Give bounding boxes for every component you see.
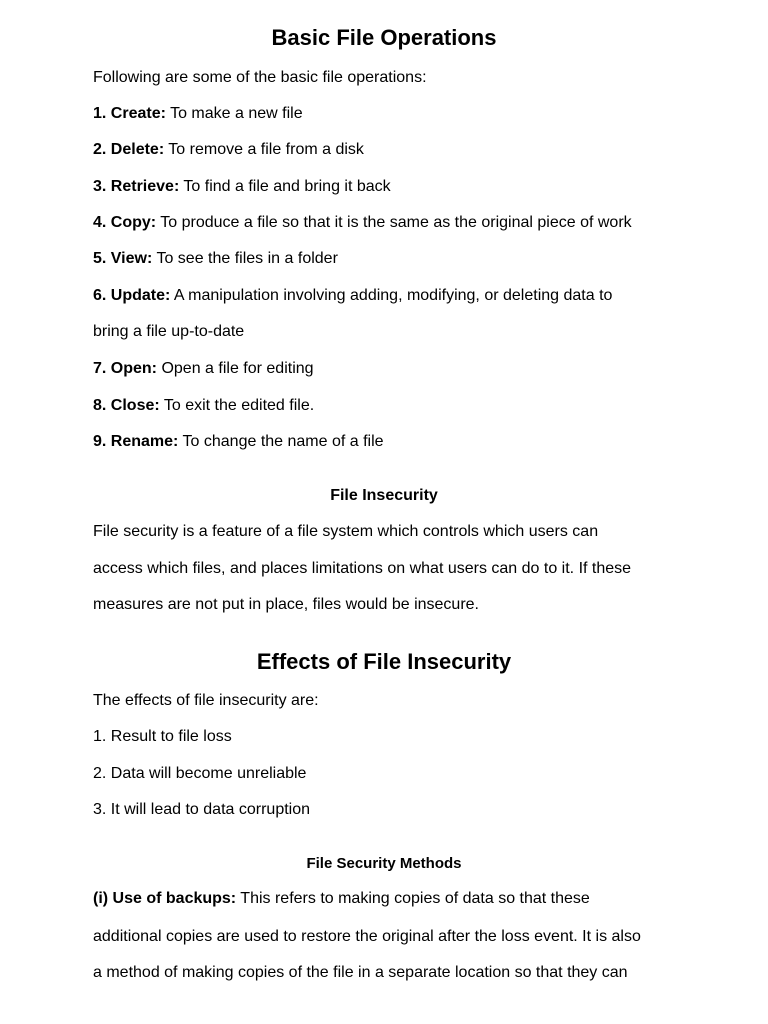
operation-term: 3. Retrieve: [93, 178, 180, 195]
heading-file-insecurity: File Insecurity [330, 487, 438, 504]
operations-intro: Following are some of the basic file operations: [93, 69, 427, 86]
operation-desc: To change the name of a file [178, 433, 384, 450]
effects-list-item: 2. Data will become unreliable [93, 765, 307, 782]
operation-term: 9. Rename: [93, 433, 179, 450]
operation-desc: To produce a file so that it is the same as the original piece of work [156, 214, 632, 231]
heading-effects-of-file-insecurity: Effects of File Insecurity [256, 649, 512, 674]
operation-item-view [93, 249, 683, 269]
operation-item-update [93, 286, 683, 306]
insecurity-paragraph-line: measures are not put in place, files would be insecure. [93, 596, 479, 613]
operation-term: 7. Open: [93, 360, 158, 377]
operation-desc: To see the files in a folder [152, 250, 338, 267]
operation-term: 6. Update: [93, 287, 171, 304]
operation-term: 5. View: [93, 250, 153, 267]
method-desc: This refers to making copies of data so that these [236, 890, 590, 907]
effects-intro: The effects of file insecurity are: [93, 692, 319, 709]
heading-file-security-methods: File Security Methods [306, 855, 462, 872]
operation-desc: To make a new file [165, 105, 303, 122]
operation-term: 4. Copy: [93, 214, 157, 231]
insecurity-paragraph-line: File security is a feature of a file system which controls which users can [93, 523, 599, 540]
method-term: (i) Use of backups: [93, 890, 237, 907]
operation-desc: A manipulation involving adding, modifying, or deleting data to [170, 287, 613, 304]
operation-term: 1. Create: [93, 105, 166, 122]
operation-desc: To exit the edited file. [159, 397, 315, 414]
operation-item-update-continued: bring a file up-to-date [93, 323, 245, 340]
operation-item-copy [93, 213, 683, 233]
method-backups-line: a method of making copies of the file in a separate location so that they can [93, 964, 628, 981]
operation-desc: To remove a file from a disk [164, 141, 364, 158]
effects-list-item: 1. Result to file loss [93, 728, 232, 745]
operation-item-create [93, 104, 683, 124]
method-backups-line [93, 889, 683, 909]
operation-item-close [93, 396, 683, 416]
operation-item-delete [93, 140, 683, 160]
operation-term: 8. Close: [93, 397, 160, 414]
insecurity-paragraph-line: access which files, and places limitations on what users can do to it. If these [93, 560, 632, 577]
operation-desc: To find a file and bring it back [179, 178, 391, 195]
operation-item-retrieve [93, 177, 683, 197]
heading-basic-file-operations: Basic File Operations [271, 25, 497, 50]
operation-term: 2. Delete: [93, 141, 165, 158]
operation-item-rename [93, 432, 683, 452]
operation-desc: Open a file for editing [157, 360, 314, 377]
method-backups-line: additional copies are used to restore the original after the loss event. It is also [93, 928, 641, 945]
effects-list-item: 3. It will lead to data corruption [93, 801, 311, 818]
operation-item-open [93, 359, 683, 379]
